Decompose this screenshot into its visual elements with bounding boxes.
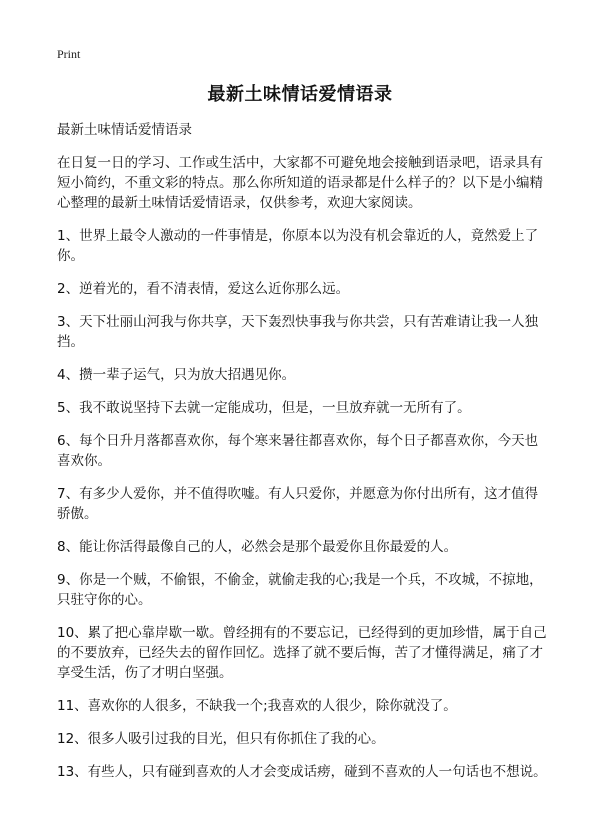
quote-item: 9、你是一个贼，不偷银，不偷金，就偷走我的心;我是一个兵，不攻城，不掠地，只驻守你的心。: [57, 572, 543, 608]
quote-item: 7、有多少人爱你，并不值得吹嘘。有人只爱你，并愿意为你付出所有，这才值得骄傲。: [57, 486, 539, 522]
quote-item: 12、很多人吸引过我的目光，但只有你抓住了我的心。: [57, 731, 385, 747]
page-title: 最新土味情话爱情语录: [207, 84, 393, 105]
quote-item: 8、能让你活得最像自己的人，必然会是那个最爱你且你最爱的人。: [57, 539, 458, 555]
print-label: Print: [57, 47, 81, 61]
quote-item: 13、有些人，只有碰到喜欢的人才会变成话痨，碰到不喜欢的人一句话也不想说。: [57, 764, 547, 780]
quote-item: 6、每个日升月落都喜欢你，每个寒来暑往都喜欢你，每个日子都喜欢你，今天也喜欢你。: [57, 433, 539, 469]
quote-item: 2、逆着光的，看不清表情，爱这么近你那么远。: [57, 281, 350, 297]
quote-item: 5、我不敢说坚持下去就一定能成功，但是，一旦放弃就一无所有了。: [57, 400, 471, 416]
document-body: [57, 120, 547, 795]
quote-item: 11、喜欢你的人很多，不缺我一个;我喜欢的人很少，除你就没了。: [57, 698, 457, 714]
quote-item: 3、天下壮丽山河我与你共享，天下轰烈快事我与你共尝，只有苦难请让我一人独挡。: [57, 314, 539, 350]
quote-item: 4、攒一辈子运气，只为放大招遇见你。: [57, 367, 296, 383]
quote-item: 1、世界上最令人激动的一件事情是，你原本以为没有机会靠近的人，竟然爱上了你。: [57, 228, 539, 264]
quote-item: 10、累了把心靠岸歇一歇。曾经拥有的不要忘记，已经得到的更加珍惜，属于自己的不要放弃，已经失去的留作回忆。选择了就不要后悔，苦了才懂得满足，痛了才享受生活，伤了才明白坚强。: [57, 625, 547, 681]
document-subtitle: 最新土味情话爱情语录: [57, 122, 192, 138]
intro-paragraph: 在日复一日的学习、工作或生活中，大家都不可避免地会接触到语录吧，语录具有短小简约，不重文彩的特点。那么你所知道的语录都是什么样子的？以下是小编精心整理的最新土味情话爱情语录，仅供参考，欢迎大家阅读。: [57, 155, 543, 211]
